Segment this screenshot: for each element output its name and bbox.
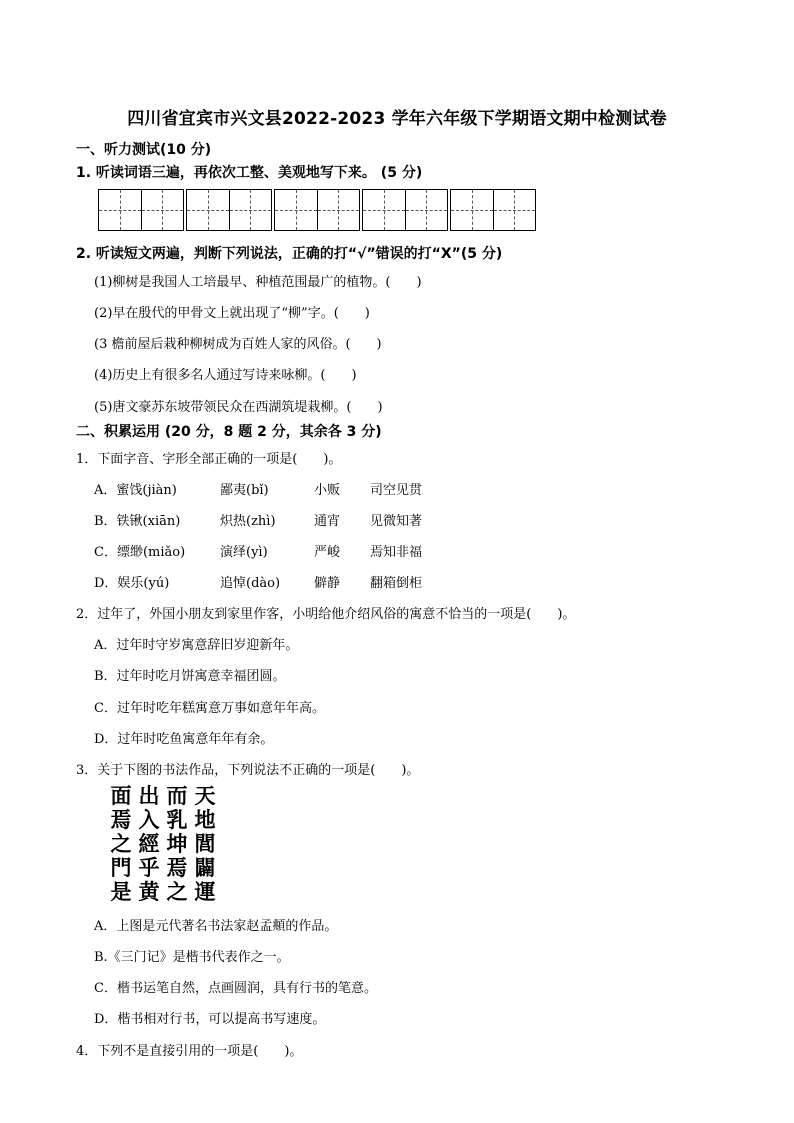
- s1-question-1: 1. 听读词语三遍，再依次工整、美观地写下来。 (5 分): [76, 165, 423, 181]
- writing-box[interactable]: [362, 189, 448, 231]
- option-d: D．楷书相对行书，可以提高书写速度。: [94, 1012, 326, 1027]
- option-a: A．上图是元代著名书法家赵孟頫的作品。: [94, 919, 338, 934]
- statement-4: (4)历史上有很多名人通过写诗来咏柳。( ): [94, 368, 357, 383]
- statement-5: (5)唐文豪苏东坡带领民众在西湖筑堤栽柳。( ): [94, 400, 383, 415]
- option-b: B．过年时吃月饼寓意幸福团圆。: [94, 669, 286, 684]
- s2-question-3: 3．关于下图的书法作品，下列说法不正确的一项是( )。: [76, 763, 420, 778]
- section-2-heading: 二、积累运用 (20 分，8 题 2 分，其余各 3 分): [76, 424, 382, 440]
- option-c: C．楷书运笔自然，点画圆润，具有行书的笔意。: [94, 981, 377, 996]
- calligraphy-column: 天 地 閭 闢 運: [194, 783, 216, 904]
- option-b: B.《三门记》是楷书代表作之一。: [94, 950, 290, 965]
- option-c: C．过年时吃年糕寓意万事如意年年高。: [94, 701, 325, 716]
- calligraphy-column: 面 焉 之 門 是: [110, 783, 132, 904]
- writing-box[interactable]: [450, 189, 536, 231]
- option-row: A．蜜饯(jiàn) 鄙夷(bǐ) 小贩 司空见贯: [94, 483, 423, 498]
- option-a: A．过年时守岁寓意辞旧岁迎新年。: [94, 638, 299, 653]
- s2-question-4: 4．下列不是直接引用的一项是( )。: [76, 1044, 303, 1059]
- option-row: C．缥缈(miǎo) 演绎(yì) 严峻 焉知非福: [94, 545, 423, 560]
- page-title: 四川省宜宾市兴文县2022-2023 学年六年级下学期语文期中检测试卷: [127, 109, 667, 129]
- statement-1: (1)柳树是我国人工培最早、种植范围最广的植物。( ): [94, 275, 422, 290]
- s1-question-2: 2. 听读短文两遍，判断下列说法，正确的打“√”错误的打“X”(5 分): [76, 246, 503, 262]
- section-1-heading: 一、听力测试(10 分): [76, 142, 212, 158]
- writing-box[interactable]: [274, 189, 360, 231]
- writing-grid: [98, 189, 536, 231]
- statement-2: (2)早在殷代的甲骨文上就出现了“柳”字。( ): [94, 306, 370, 321]
- s2-question-1: 1．下面字音、字形全部正确的一项是( )。: [76, 452, 342, 467]
- calligraphy-image: [108, 784, 220, 904]
- option-row: D．娱乐(yú) 追悼(dào) 僻静 翻箱倒柜: [94, 576, 423, 591]
- writing-box[interactable]: [98, 189, 184, 231]
- calligraphy-column: 出 入 經 乎 黄: [138, 783, 160, 904]
- calligraphy-column: 而 乳 坤 焉 之: [166, 783, 188, 904]
- option-d: D．过年时吃鱼寓意年年有余。: [94, 732, 274, 747]
- s2-question-2: 2．过年了，外国小朋友到家里作客，小明给他介绍风俗的寓意不恰当的一项是( )。: [76, 607, 576, 622]
- option-row: B．铁锹(xiān) 炽热(zhì) 通宵 见微知著: [94, 514, 423, 529]
- statement-3: (3 檐前屋后栽种柳树成为百姓人家的风俗。( ): [94, 337, 382, 352]
- writing-box[interactable]: [186, 189, 272, 231]
